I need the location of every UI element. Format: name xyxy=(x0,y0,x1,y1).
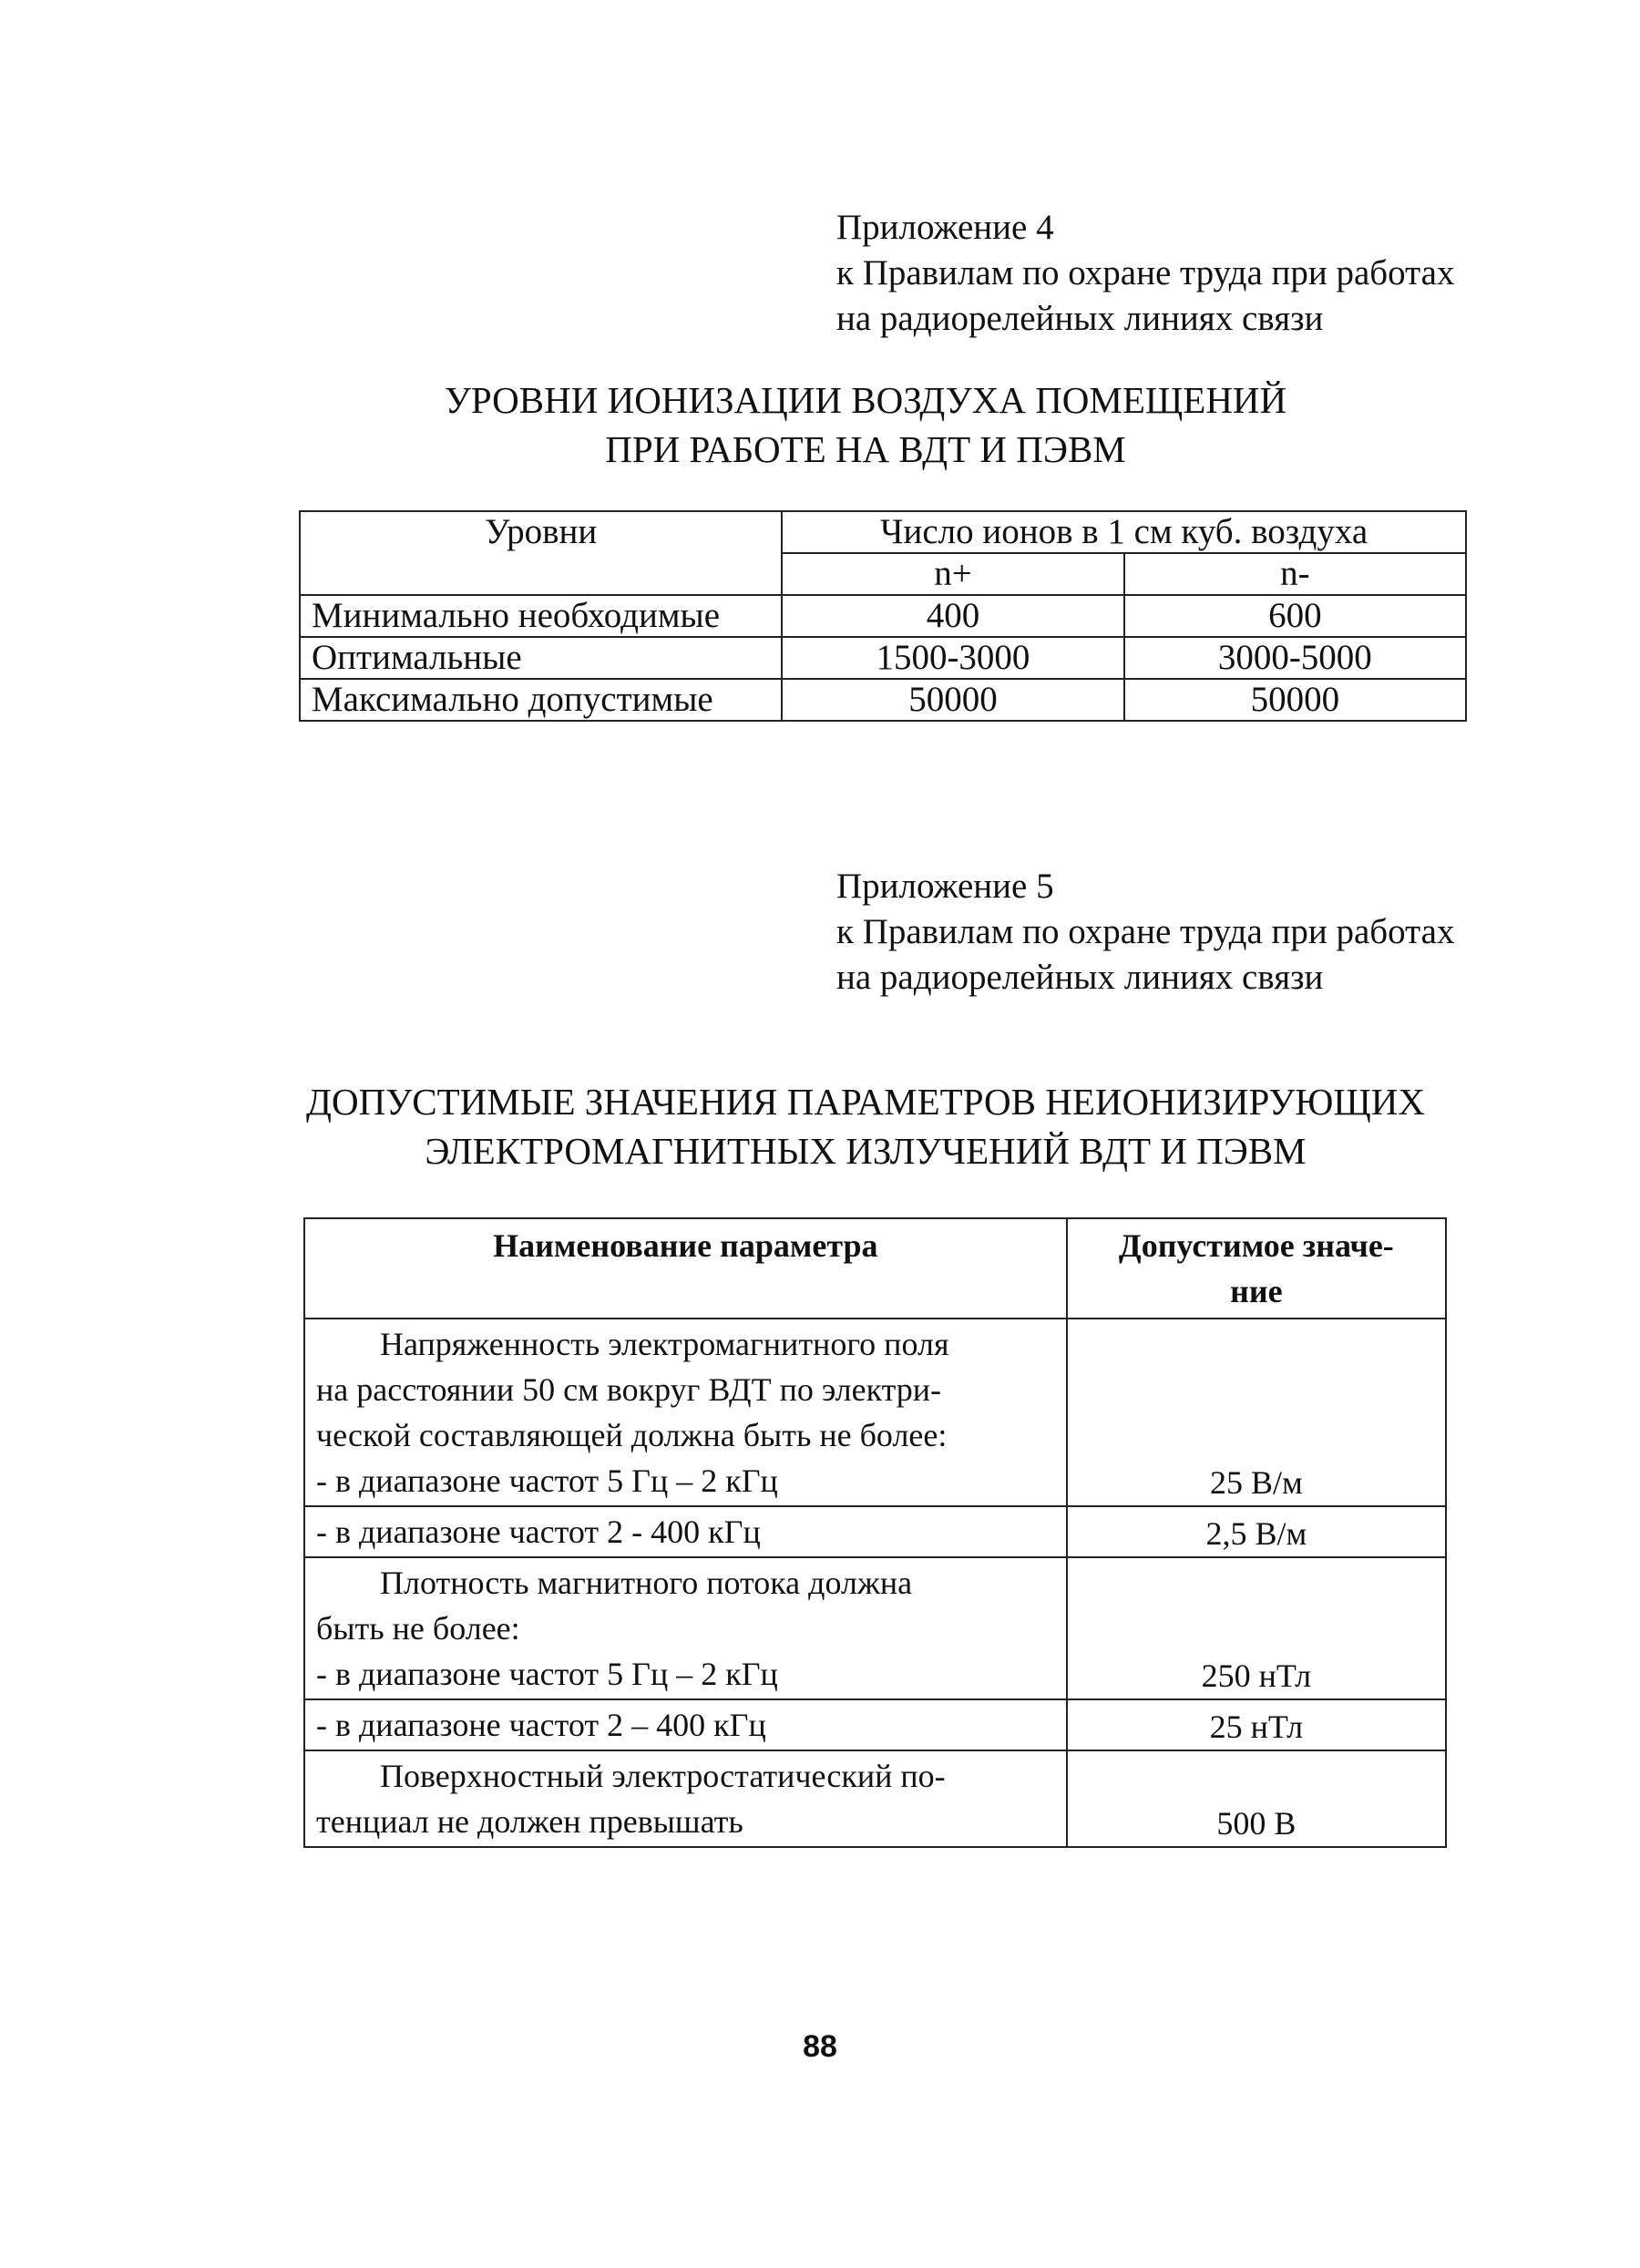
appendix-4-rules-ref: к Правилам по охране труда при работах xyxy=(836,253,1455,292)
table-header-row xyxy=(304,1218,1446,1319)
level-name: Максимально допустимые xyxy=(300,679,782,721)
table-row xyxy=(304,1319,1446,1506)
table-row xyxy=(300,637,1466,679)
level-name: Минимально необходимые xyxy=(300,595,782,637)
parameter-line: тенциал не должен превышать xyxy=(316,1803,743,1840)
allowed-value: 25 нТл xyxy=(1067,1699,1446,1750)
emission-title-line1: ДОПУСТИМЫЕ ЗНАЧЕНИЯ ПАРАМЕТРОВ НЕИОНИЗИРУЮЩИХ xyxy=(306,1081,1425,1123)
npos-value: 50000 xyxy=(782,679,1123,721)
column-header-nneg: n- xyxy=(1124,553,1466,595)
column-header-ions: Число ионов в 1 см куб. воздуха xyxy=(782,511,1466,553)
parameter-line: ческой составляющей должна быть не более: xyxy=(316,1417,948,1453)
npos-value: 1500-3000 xyxy=(782,637,1123,679)
page-number: 88 xyxy=(803,2029,837,2064)
nneg-value: 50000 xyxy=(1124,679,1466,721)
table-header-row xyxy=(300,511,1466,553)
allowed-value: 2,5 В/м xyxy=(1067,1506,1446,1557)
parameter-line: - в диапазоне частот 2 - 400 кГц xyxy=(316,1514,761,1550)
appendix-4-caption xyxy=(836,205,1454,342)
parameter-description xyxy=(304,1699,1067,1750)
column-header-allowed-value-line2: ние xyxy=(1230,1273,1283,1309)
appendix-4-number: Приложение 4 xyxy=(836,208,1054,247)
ionization-title xyxy=(273,375,1458,474)
allowed-value: 500 В xyxy=(1067,1750,1446,1847)
parameter-line: - в диапазоне частот 5 Гц – 2 кГц xyxy=(316,1462,778,1499)
table-row xyxy=(304,1699,1446,1750)
parameter-line: Напряженность электромагнитного поля xyxy=(380,1326,949,1362)
appendix-5-rules-ref: к Правилам по охране труда при работах xyxy=(836,912,1455,951)
appendix-5-subject: на радиорелейных линиях связи xyxy=(836,958,1324,997)
table-row xyxy=(300,679,1466,721)
parameter-line: Плотность магнитного потока должна xyxy=(380,1565,913,1601)
table-row xyxy=(304,1506,1446,1557)
parameter-line: быть не более: xyxy=(316,1610,520,1647)
column-header-parameter: Наименование параметра xyxy=(304,1218,1067,1319)
parameter-description xyxy=(304,1557,1067,1699)
allowed-value: 250 нТл xyxy=(1067,1557,1446,1699)
level-name: Оптимальные xyxy=(300,637,782,679)
parameter-line: на расстоянии 50 см вокруг ВДТ по электри- xyxy=(316,1371,942,1408)
table-row xyxy=(304,1750,1446,1847)
column-header-levels: Уровни xyxy=(300,511,782,595)
appendix-4-subject: на радиорелейных линиях связи xyxy=(836,299,1324,338)
nneg-value: 3000-5000 xyxy=(1124,637,1466,679)
emission-title-line2: ЭЛЕКТРОМАГНИТНЫХ ИЗЛУЧЕНИЙ ВДТ И ПЭВМ xyxy=(425,1130,1307,1172)
allowed-value: 25 В/м xyxy=(1067,1319,1446,1506)
parameter-description xyxy=(304,1319,1067,1506)
ionization-title-line2: ПРИ РАБОТЕ НА ВДТ И ПЭВМ xyxy=(605,428,1126,470)
emission-title xyxy=(273,1077,1458,1175)
npos-value: 400 xyxy=(782,595,1123,637)
parameter-line: Поверхностный электростатический по- xyxy=(380,1758,946,1794)
appendix-5-caption xyxy=(836,864,1454,1001)
ionization-levels-table xyxy=(299,510,1467,722)
parameter-line: - в диапазоне частот 5 Гц – 2 кГц xyxy=(316,1656,778,1692)
parameter-description xyxy=(304,1506,1067,1557)
column-header-allowed-value xyxy=(1067,1218,1446,1319)
nneg-value: 600 xyxy=(1124,595,1466,637)
appendix-5-number: Приложение 5 xyxy=(836,867,1054,906)
column-header-npos: n+ xyxy=(782,553,1123,595)
table-row xyxy=(300,595,1466,637)
parameter-description xyxy=(304,1750,1067,1847)
column-header-allowed-value-line1: Допустимое значе- xyxy=(1118,1227,1394,1264)
table-row xyxy=(304,1557,1446,1699)
ionization-title-line1: УРОВНИ ИОНИЗАЦИИ ВОЗДУХА ПОМЕЩЕНИЙ xyxy=(444,379,1287,421)
emission-parameters-table xyxy=(303,1217,1447,1848)
parameter-line: - в диапазоне частот 2 – 400 кГц xyxy=(316,1707,766,1743)
